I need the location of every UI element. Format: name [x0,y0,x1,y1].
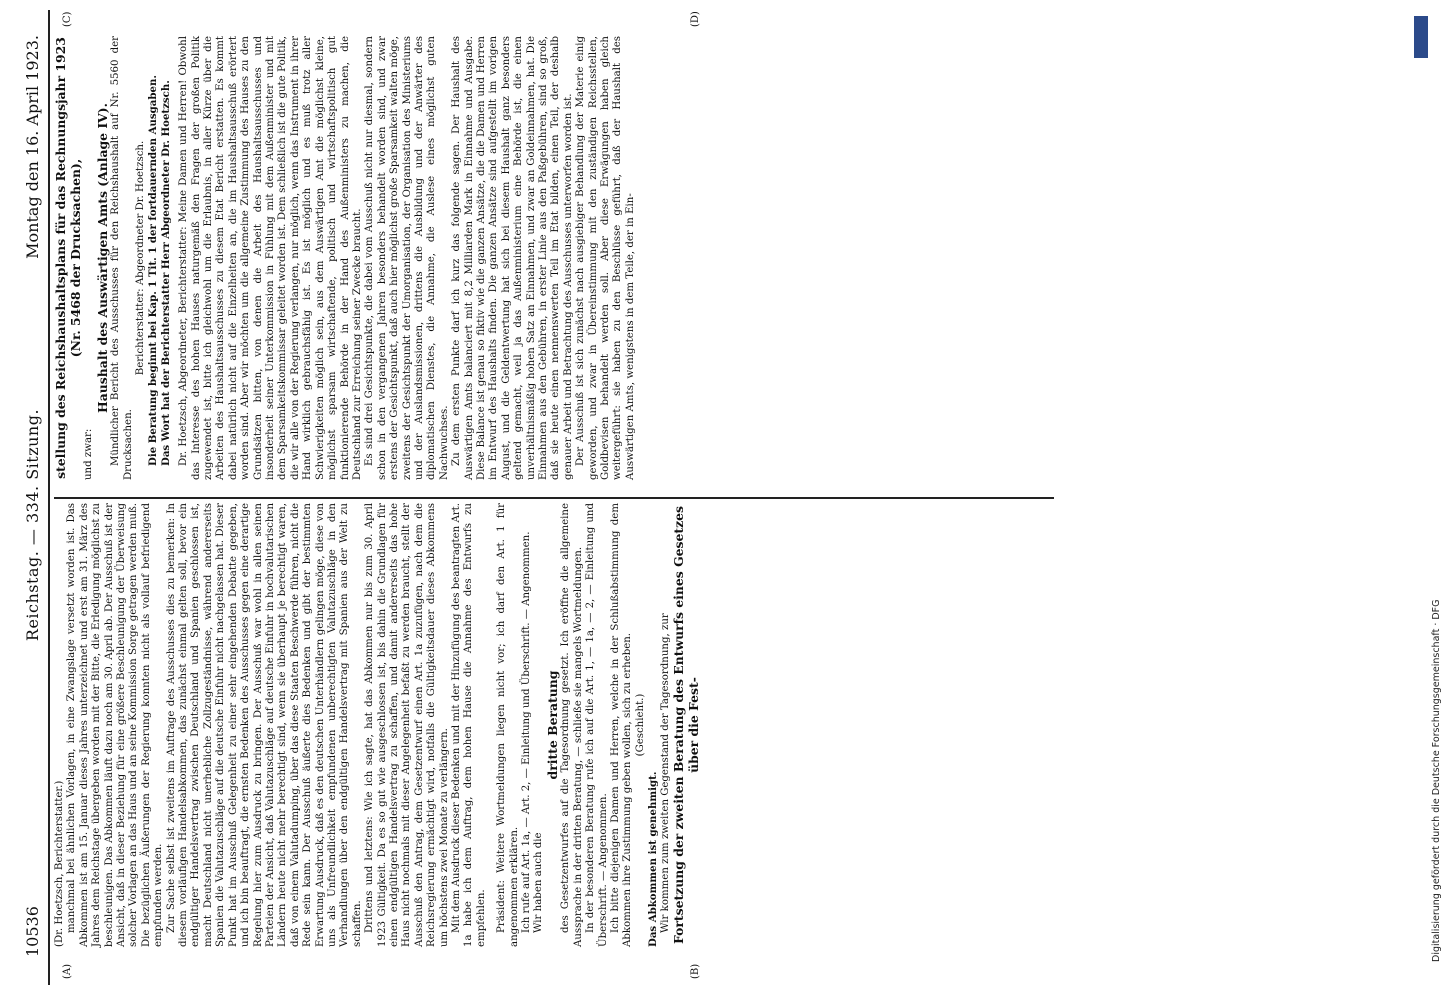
paragraph: Es sind drei Gesichtspunkte, die dabei vom Ausschuß nicht nur diesmal, sondern schon in den vergangenen Jahren besonders behandelt worden sind, und zwar erstens der Gesichtspunkt, daß auch hier möglichst große Sparsamkeit walten möge, zweitens der Gesichtspunkt der Umorganisation, der Organisation des Ministeriums und der Auslandsmissionen, drittens die Ausbildung und der Anwärter des diplomatischen Dienstes, die Annahme, die Auslese eines möglichst guten Nachwuchses. [364,36,450,480]
right-column [54,36,637,480]
paragraph: Mit dem Ausdruck dieser Bedenken und mit der Hinzufügung des beantragten Art. 1a habe ich dem Auftrag, dem hohen Hause die Annahme des Entwurfs zu empfehlen. [451,503,487,947]
margin-mark-c: (C) [62,11,73,27]
paragraph: manchmal bei ähnlichen Vorlagen, in eine Zwangslage versetzt worden ist. Das Abkommen ist am 15. Januar dieses Jahres unterzeichnet und erst am 31. März des Jahres dem Reichstage übergeben worden mit der Bitte, die Erledigung möglichst zu beschleunigen. Das Abkommen läuft dazu noch am 30. April ab. Der Ausschuß ist der Ansicht, daß in dieser Beziehung für eine größere Beschleunigung der Überweisung solcher Vorlagen an das Haus und an seine Kommission Sorge getragen werden muß. Die bezüglichen Äußerungen der Regierung konnten nicht als vollauf befriedigend empfunden werden. [66,503,165,947]
page-number: 10536 [23,906,42,957]
margin-mark-b: (B) [690,963,701,979]
stage-direction: (Geschieht.) [634,693,646,757]
paragraph: Wir kommen zum zweiten Gegenstand der Tagesordnung, zur [659,613,671,933]
paragraph: In der besonderen Beratung rufe ich auf die Art. 1, — 1a, — 2, — Einleitung und Überschrift. — Angenommen. [585,503,609,947]
paragraph: Das Abkommen ist genehmigt. [647,771,660,947]
margin-mark-a: (A) [62,963,73,979]
header-rule [48,10,50,985]
paragraph: Das Wort hat der Berichterstatter Herr Abgeordneter Dr. Hoetzsch. [159,80,172,466]
paragraph: Berichterstatter: Abgeordneter Dr. Hoetzsch. [135,140,146,376]
page-date: Montag den 16. April 1923. [23,35,42,259]
funding-note: Digitalisierung gefördert durch die Deutsche Forschungsgemeinschaft · DFG [1431,599,1442,962]
section-heading: stellung des Reichshaushaltsplans für das Rechnungsjahr 1923 (Nr. 5468 der Drucksachen), [53,37,83,479]
margin-mark-d: (D) [690,11,701,27]
paragraph: des Gesetzentwurfes auf die Tagesordnung gesetzt. Ich eröffne die allgemeine Aussprache in der dritten Beratung, — schließe sie mangels Wortmeldungen. [560,503,584,947]
paragraph: Dr. Hoetzsch, Abgeordneter, Berichterstatter: Meine Damen und Herren! Obwohl das Interesse des hohen Hauses naturgemäß den Fragen der großen Politik zugewendet ist, bitte ich gleichwohl um die Erlaubnis, in aller Kürze über die Arbeiten des Haushaltsausschusses zu diesem Etat Bericht erstatten. Es kommt dabei natürlich nicht auf die Einzelheiten an, die im Haushaltsausschuß erörtert worden sind. Aber wir möchten um die allgemeine Zustimmung des Hauses zu den Grundsätzen bitten, von denen die Arbeit des Haushaltsausschusses und insonderheit seiner Unterkommission in Fühlung mit dem Außenminister und mit dem Sparsamkeitskommissar geleitet worden ist. Dem schließlich ist die gute Politik, die wir alle von der Regierung verlangen, nur möglich, wenn das Instrument in ihrer Hand wirklich gebrauchsfähig ist. Es ist möglich und es muß trotz aller Schwierigkeiten möglich sein, aus dem Auswärtigen Amt die möglichst kleine, möglichst sparsam wirtschaftende, politisch und wirtschaftspolitisch gut funktionierende Behörde in der Hand des Außenministers zu machen, die Deutschland zur Erreichung seiner Zwecke braucht. [178,36,363,480]
column-divider [54,498,1054,500]
paragraph: Drittens und letztens: Wie ich sagte, hat das Abkommen nur bis zum 30. April 1923 Gültigkeit. Da es so gut wie ausgeschlossen ist, bis dahin die Grundlagen für einen endgültigen Handelsvertrag zu schaffen, und damit andererseits das hohe Haus nicht nochmals mit dieser Angelegenheit befaßt zu werden braucht, stellt der Ausschuß den Antrag, dem Gesetzentwurf einen Art. 1a zuzufügen, nach dem die Reichsregierung ermächtigt wird, notfalls die Gültigkeitsdauer dieses Abkommens um höchstens zwei Monate zu verlängern. [364,503,450,947]
paragraph: Mündlicher Bericht des Ausschusses für den Reichshaushalt auf Nr. 5560 der Drucksachen. [110,36,134,480]
running-title: Reichstag. — 334. Sitzung. [23,408,42,642]
paragraph: Wir haben auch die [533,832,545,933]
left-column [54,503,701,947]
dfg-logo [1414,16,1428,58]
section-heading: Fortsetzung der zweiten Beratung des Entwurfs eines Gesetzes über die Fest- [671,505,701,945]
paragraph: Präsident: Weitere Wortmeldungen liegen nicht vor; ich darf den Art. 1 für angenommen erklären. [496,503,520,947]
paragraph: Die Beratung beginnt bei Kap. 1 Tit. 1 der fortdauernden Ausgaben. [147,75,160,466]
section-heading: dritte Beratung [544,670,560,780]
page-header [18,10,48,985]
paragraph: Ich bitte diejenigen Damen und Herren, welche in der Schlußabstimmung dem Abkommen ihre Zustimmung geben wollen, sich zu erheben. [610,503,634,947]
paragraph: Zu dem ersten Punkte darf ich kurz das folgende sagen. Der Haushalt des Auswärtigen Amts balanciert mit 8,2 Milliarden Mark in Einnahme und Ausgabe. Diese Balance ist genau so fiktiv wie die ganzen Ansätze, die die Damen und Herren im Entwurf des Haushalts finden. Die ganzen Ansätze sind aufgestellt im vorigen August, und die Geldentwertung hat sich bei diesem Haushalt ganz besonders geltend gemacht, weil ja das Außenministerium eine Behörde ist, die einen unverhältnismäßig hohen Satz an Einnahmen, und zwar an Goldeinnahmen, hat. Die Einnahmen aus den Gebühren, in erster Linie aus den Paßgebühren, sind so groß, daß sie heute einen nennenswerten Teil im Etat bilden, einen Teil, der deshalb genauer Arbeit und Betrachtung des Ausschusses unterworfen worden ist. [451,36,574,480]
paragraph: Der Ausschuß ist sich zunächst nach ausgiebiger Behandlung der Materie einig geworden, und zwar in Übereinstimmung mit den zuständigen Reichsstellen, Goldbevisen behandelt werden soll. Aber diese Erwägungen haben gleich weitergeführt: sie haben zu den Beschlüsse geführt, daß der Haushalt des Auswärtigen Amts, wenigstens in dem Teile, der in Ein- [575,36,636,480]
paragraph: Zur Sache selbst ist zweitens im Auftrage des Ausschusses dies zu bemerken: In diesem vorläufigen Handelsabkommen, das zunächst einmal gelten soll, bevor ein endgültiger Handelsvertrag zwischen Deutschland und Spanien geschlossen ist, macht Deutschland nicht unerhebliche Zollzugeständnisse, während andererseits Spanien die Valutazuschläge auf die deutsche Einfuhr nicht nachgelassen hat. Dieser Punkt hat im Ausschuß Gelegenheit zu einer sehr eingehenden Debatte gegeben, und ich bin beauftragt, die ernsten Bedenken des Ausschusses gegen eine derartige Regelung hier zum Ausdruck zu bringen. Der Ausschuß war wohl in allen seinen Parteien der Ansicht, daß Valutazuschläge auf deutsche Einfuhr in hochvalutarischen Ländern heute nicht mehr berechtigt sind, wenn sie überhaupt je berechtigt waren, daß von einem Valutadumping, über das diese Staaten Beschwerde führen, nicht die Rede sein kann. Der Ausschuß äußerte dies Bedenken und gibt der bestimmten Erwartung Ausdruck, daß es den deutschen Unterhändlern gelingen möge, diese von uns als Unfreundlichkeit empfundenen unberechtigten Valutazuschläge in den Verhandlungen über den endgültigen Handelsvertrag mit Spanien aus der Welt zu schaffen. [165,503,363,947]
paragraph: Ich rufe auf Art. 1a, — Art. 2, — Einleitung und Überschrift. — Angenommen. [521,531,533,933]
paragraph: und zwar: [83,428,95,480]
section-heading: Haushalt des Auswärtigen Amts (Anlage IV). [94,103,110,413]
dfg-sidebar [1410,8,1442,988]
speaker-note: (Dr. Hoetzsch, Berichterstatter.) [54,780,65,947]
